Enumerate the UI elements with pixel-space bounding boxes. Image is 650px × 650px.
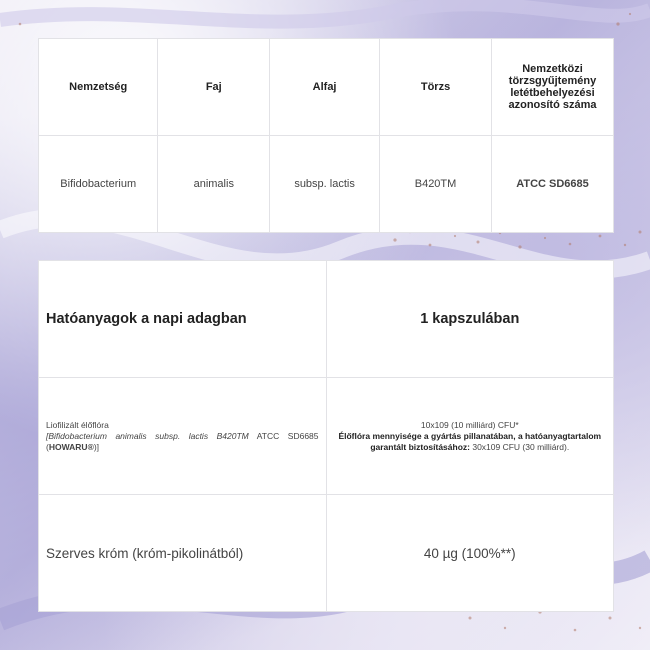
probiotic-name-line2 xyxy=(46,431,319,442)
ingredients-table xyxy=(38,260,614,612)
probiotic-latin-name: [Bifidobacterium animalis subsp. lactis xyxy=(46,430,209,441)
probiotic-dose-note-rest: 30x109 CFU (30 milliárd). xyxy=(469,441,570,452)
probiotic-name-line1: Liofilizált élőflóra xyxy=(46,419,109,430)
probiotic-name-text xyxy=(40,420,325,453)
header-collection-id: Nemzetközi törzsgyűjtemény letétbehelyezési azonosító száma xyxy=(492,39,614,136)
header-active-label: Hatóanyagok a napi adagban xyxy=(46,311,247,327)
strain-table-row xyxy=(39,136,614,233)
cell-strain: B420TM xyxy=(380,136,492,233)
ingredient-name-chromium xyxy=(39,495,327,612)
cell-subspecies: subsp. lactis xyxy=(270,136,380,233)
probiotic-dose-line1: 10x109 (10 milliárd) CFU* xyxy=(420,419,519,430)
probiotic-dose-text xyxy=(328,420,612,453)
cell-species: animalis xyxy=(158,136,270,233)
cell-collection-id: ATCC SD6685 xyxy=(492,136,614,233)
strain-table xyxy=(38,38,614,233)
cell-genus: Bifidobacterium xyxy=(39,136,158,233)
probiotic-brand: HOWARU® xyxy=(48,441,94,452)
header-species: Faj xyxy=(158,39,270,136)
header-per-capsule xyxy=(326,261,613,378)
chromium-name-text: Szerves króm (króm-pikolinátból) xyxy=(46,545,244,561)
chromium-dose-text: 40 µg (100%**) xyxy=(423,545,516,561)
probiotic-strain-italic: B420TM xyxy=(216,430,249,441)
ingredient-name-probiotic xyxy=(39,378,327,495)
header-strain: Törzs xyxy=(380,39,492,136)
header-subspecies: Alfaj xyxy=(270,39,380,136)
probiotic-dose-note xyxy=(338,431,602,453)
ingredient-dose-chromium xyxy=(326,495,613,612)
ingredient-row-probiotic xyxy=(39,378,614,495)
probiotic-strain-id: ATCC SD6685 xyxy=(256,430,319,441)
ingredient-dose-probiotic xyxy=(326,378,613,495)
header-genus: Nemzetség xyxy=(39,39,158,136)
probiotic-brand-close: )] xyxy=(93,441,100,452)
probiotic-brand-open: ( xyxy=(46,441,49,452)
strain-table-header-row xyxy=(39,39,614,136)
ingredients-header-row xyxy=(39,261,614,378)
header-dose-label: 1 kapszulában xyxy=(420,311,520,327)
probiotic-name-line3 xyxy=(46,442,319,453)
ingredient-row-chromium xyxy=(39,495,614,612)
probiotic-dose-note-bold: Élőflóra mennyisége a gyártás pillanatában, a hatóanyagtartalom garantált biztosításához: xyxy=(338,430,602,452)
header-active-ingredients xyxy=(39,261,327,378)
